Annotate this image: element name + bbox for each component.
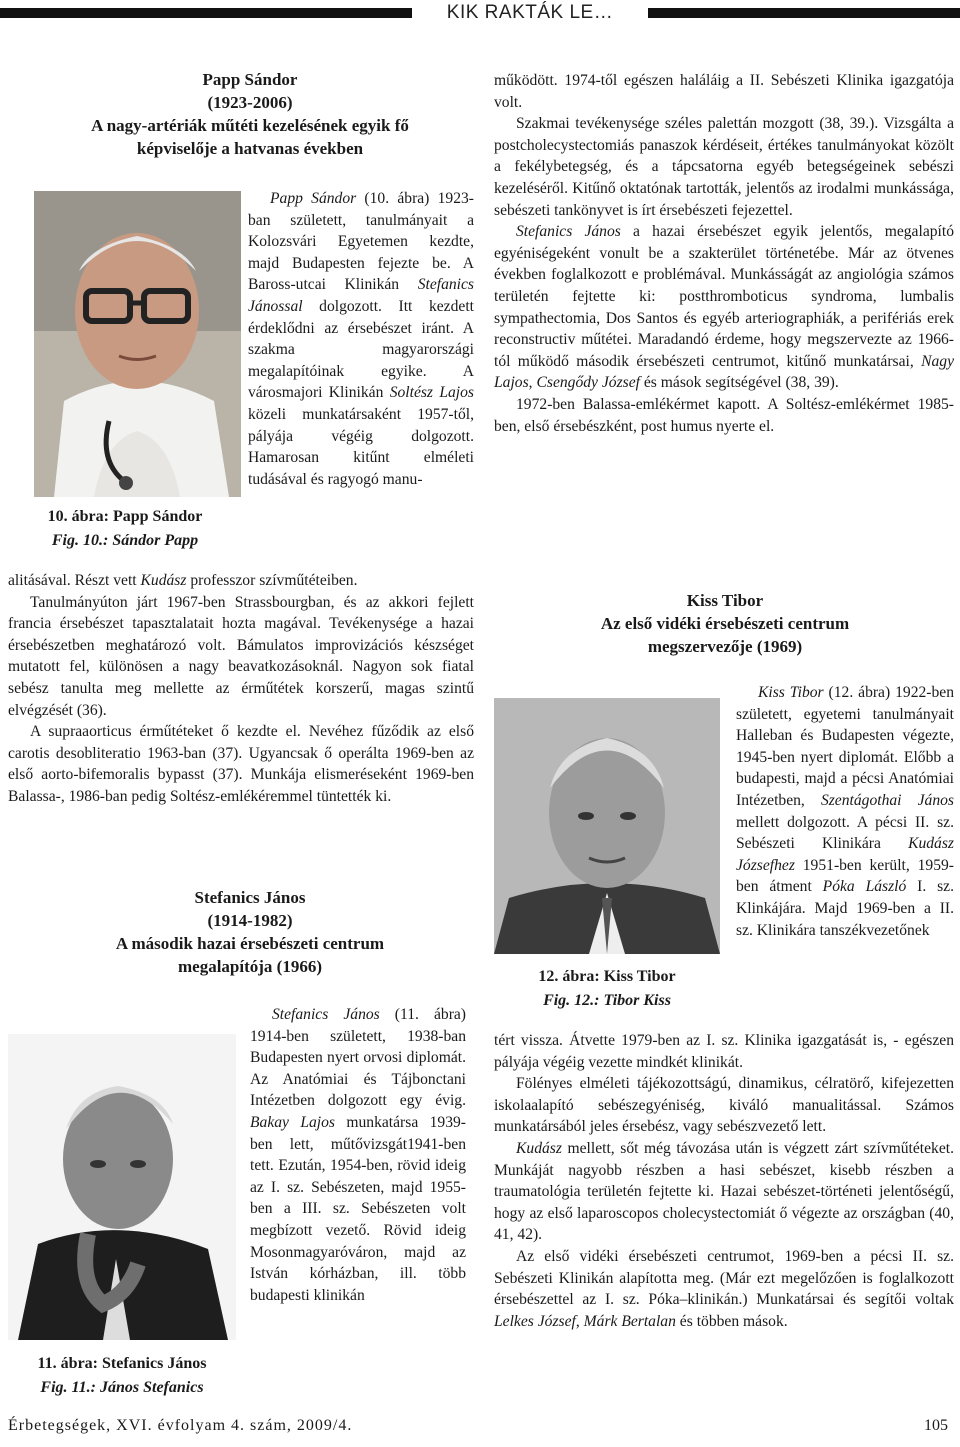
page-number: 105 — [924, 1417, 948, 1434]
papp-text-1: (10. ábra) 1923-ban született, tanulmányait a Kolozsvári Egyetemen kezdte, majd Budapesten fejezte be. A Baross-utcai Klinikán — [248, 190, 474, 294]
kiss-szentagothai-inline: Szentágothai János — [820, 791, 954, 809]
right-para-2: Szakmai tevékenysége széles palettán mozgott (38, 39.). Vizsgálta a postcholecystectomiás panaszok kérdéseit, értékes tanulmányokat közölt a fekélybetegség, és a tápcsatorna egyéb betegségeinek sebészi kezeléséről. Kitűnő oktatónak tartották, jelentős az irodalmi munkássága, sebészeti tankönyvet is írt érsebészeti fejezettel. — [494, 115, 954, 219]
stefanics-name: Stefanics János — [194, 888, 306, 907]
papp-text-below — [8, 570, 474, 808]
papp-below-1b: professzor szívműtéteiben. — [186, 572, 358, 589]
papp-name: Papp Sándor — [202, 70, 298, 89]
papp-below-1a: alitásával. Részt vett — [8, 572, 141, 589]
stefanics-subtitle-2: megalapítója (1966) — [177, 957, 322, 976]
papp-soltesz-inline: Soltész Lajos — [389, 384, 474, 402]
papp-text-2: dolgozott. Itt kezdett érdeklődni az érsebészet iránt. A szakma magyarországi megalapítóinak egyike. A városmajori Klinikán — [248, 297, 474, 402]
stefanics-years: (1914-1982) — [207, 911, 293, 930]
kiss-below-4c: és többen mások. — [675, 1312, 788, 1330]
right-para-3c: és mások segítségével (38, 39). — [639, 374, 839, 392]
kiss-mark-inline: Márk Bertalan — [583, 1312, 676, 1330]
kiss-below-3: mellett, sőt még távozása után is végzett zárt szívműtéteket. Munkáját nagyobb részben a hasi sebészet, kisebb részben a traumatológia területén fejtette ki. Hazai sebészet-történeti jelentőségű, hogy az első laparoscopos cholecystectomiát ő végezte az országban (40, 41, 42). — [494, 1139, 954, 1244]
stefanics-photo — [8, 1034, 236, 1340]
right-para-3b: , — [528, 374, 537, 392]
papp-name-inline: Papp Sándor — [270, 190, 357, 207]
stefanics-name-inline: Stefanics János — [272, 1006, 380, 1023]
section-title: KIK RAKTÁK LE… — [446, 2, 614, 23]
papp-stefanics-inline: Stefanics Jánossal — [248, 276, 474, 315]
stefanics-continued — [494, 70, 954, 437]
right-csengody-inline: Csengődy József — [536, 374, 640, 392]
kiss-below-4b: , — [575, 1312, 584, 1330]
kiss-subtitle-2: megszervezője (1969) — [647, 637, 803, 656]
right-nagy-inline: Nagy Lajos — [494, 352, 954, 392]
stefanics-text-2: munkatársa 1939-ben lett, műtővizsgát1941-ben tett. Ezután, 1954-ben, rövid ideig az I. sz. Sebészeten, majd 1955-ben a III. sz. Sebészeten volt megbízott vezető. Rövid ideig Mosonmagyaróváron, majd az István kórházban, ill. több budapesti klinikán — [250, 1113, 466, 1304]
papp-below-3: A supraaorticus érműtéteket ő kezdte el. Nevéhez fűződik az első carotis desobliteratio 1963-ban (37). Ugyancsak ő operálta 1969-ben az első aorto-bifemoralis bypasst (37). Munkája elismeréseként 1969-ben Balassa-, 1986-ban pedig Soltész-emlékéremmel tüntették ki. — [8, 723, 474, 805]
kiss-photo — [494, 698, 720, 954]
stefanics-bakay-inline: Bakay Lajos — [250, 1113, 335, 1131]
stefanics-caption — [8, 1352, 236, 1400]
kiss-text-4: I. sz. Klinkájára. Majd 1969-ben a II. sz. Klinikára tanszékvezetőnek — [736, 878, 955, 939]
kiss-below-kudasz-inline: Kudász — [516, 1139, 562, 1157]
kiss-kudasz-inline: Kudász Józsefhez — [736, 835, 954, 874]
kiss-text-3: 1951-ben került, 1959-ben átment — [736, 856, 954, 896]
papp-below-2: Tanulmányúton járt 1967-ben Strassbourgban, és az akkori fejlett francia érsebészet tapasztalatait hozta magával. Tevékenysége a hazai érsebészetben meghatározó volt. Bámulatos improvizációs készséget mutatott fel, különösen a nagy beavatkozásoknál. Nagyon sok fiatal sebész tanulta meg mellette az érműtétek korszerű, magas szintű elvégzését (36). — [8, 593, 474, 719]
papp-kudasz-inline: Kudász — [140, 572, 187, 589]
papp-years: (1923-2006) — [207, 93, 293, 112]
kiss-text-1: (12. ábra) 1922-ben született, egyetemi tanulmányait Halleban és Budapesten végezte, 1945-ben nyert diplomát. Előbb a budapesti, majd a pécsi Anatómiai Intézetben, — [736, 684, 954, 809]
papp-text-3: közeli munkatársaként 1957-től, pályája végéig dolgozott. Hamarosan kitűnt elméleti tudásával és ragyogó manu- — [248, 405, 474, 488]
papp-text-beside — [248, 188, 474, 490]
kiss-caption — [494, 965, 720, 1013]
kiss-caption-hu: 12. ábra: Kiss Tibor — [538, 968, 676, 985]
stefanics-text-1: (11. ábra) 1914-ben született, 1938-ban Budapesten nyert orvosi diplomát. Az Anatómiai és Tájbonctani Intézetben dolgozott egy évig. — [250, 1006, 467, 1110]
stefanics-caption-hu: 11. ábra: Stefanics János — [37, 1355, 207, 1372]
papp-caption-en: Fig. 10.: Sándor Papp — [51, 532, 199, 549]
journal-footer: Érbetegségek, XVI. évfolyam 4. szám, 2009/4. — [8, 1417, 353, 1434]
kiss-text-below — [494, 1030, 954, 1332]
kiss-text-beside — [736, 682, 954, 941]
kiss-below-1: tért vissza. Átvette 1979-ben az I. sz. Klinika igazgatását is, - egészen pályája végéig vezette mindkét klinikát. — [494, 1032, 954, 1071]
stefanics-heading — [30, 886, 470, 978]
papp-caption — [10, 505, 240, 553]
kiss-text-2: mellett dolgozott. A pécsi II. sz. Sebészeti Klinikára — [736, 813, 954, 853]
kiss-heading — [510, 589, 940, 658]
right-stefanics-inline: Stefanics János — [516, 223, 621, 241]
kiss-name: Kiss Tibor — [686, 591, 764, 610]
papp-subtitle-1: A nagy-artériák műtéti kezelésének egyik fő — [91, 116, 409, 135]
kiss-lelkes-inline: Lelkes József — [494, 1312, 576, 1330]
kiss-caption-en: Fig. 12.: Tibor Kiss — [543, 992, 671, 1009]
right-para-3a: a hazai érsebészet egyik jelentős, megalapító egyéniségeként vonult be a szakterület történetébe. Már az ötvenes években foglalkozott e problémával. Munkásságát az angiológia számos területén fejtette ki: postthromboticus syndroma, lumbalis sympathectomia, Dos Santos és egyéb arteriographiák, a perifériás erek reconstructiv műtétei. Maradandó érdeme, hogy megszervezte az 1966-tól működő második érsebészeti centrumot, kitűnő munkatársai, — [494, 223, 954, 370]
header-bar-left — [0, 8, 412, 18]
kiss-below-2: Fölényes elméleti tájékozottságú, dinamikus, célratörő, kifejezetten iskolaalapító sebészegyéniség, kiváló manualitással. Számos munkatársából jeles érsebész, vagy sebészvezető lett. — [494, 1075, 954, 1136]
papp-heading — [30, 68, 470, 160]
stefanics-caption-en: Fig. 11.: János Stefanics — [40, 1379, 204, 1396]
kiss-subtitle-1: Az első vidéki érsebészeti centrum — [600, 614, 850, 633]
stefanics-text — [250, 1004, 466, 1306]
kiss-name-inline: Kiss Tibor — [758, 684, 824, 701]
right-para-4: 1972-ben Balassa-emlékérmet kapott. A Soltész-emlékérmet 1985-ben, első érsebészként, post humus nyerte el. — [494, 395, 954, 435]
kiss-poka-inline: Póka László — [822, 878, 907, 896]
stefanics-subtitle-1: A második hazai érsebészeti centrum — [115, 934, 385, 953]
right-para-1: működött. 1974-től egészen haláláig a II. Sebészeti Klinika igazgatója volt. — [494, 72, 954, 111]
papp-subtitle-2: képviselője a hatvanas években — [136, 139, 364, 158]
papp-photo — [34, 191, 241, 497]
papp-caption-hu: 10. ábra: Papp Sándor — [47, 508, 203, 525]
header-bar-right — [648, 8, 960, 18]
kiss-below-4a: Az első vidéki érsebészeti centrumot, 1969-ben a pécsi II. sz. Sebészeti Klinikán alapította meg. (Már ezt megelőzően is foglalkozott érsebészettel az I. sz. Póka–klinikán.) Munkatársai és segítői voltak — [494, 1247, 954, 1309]
